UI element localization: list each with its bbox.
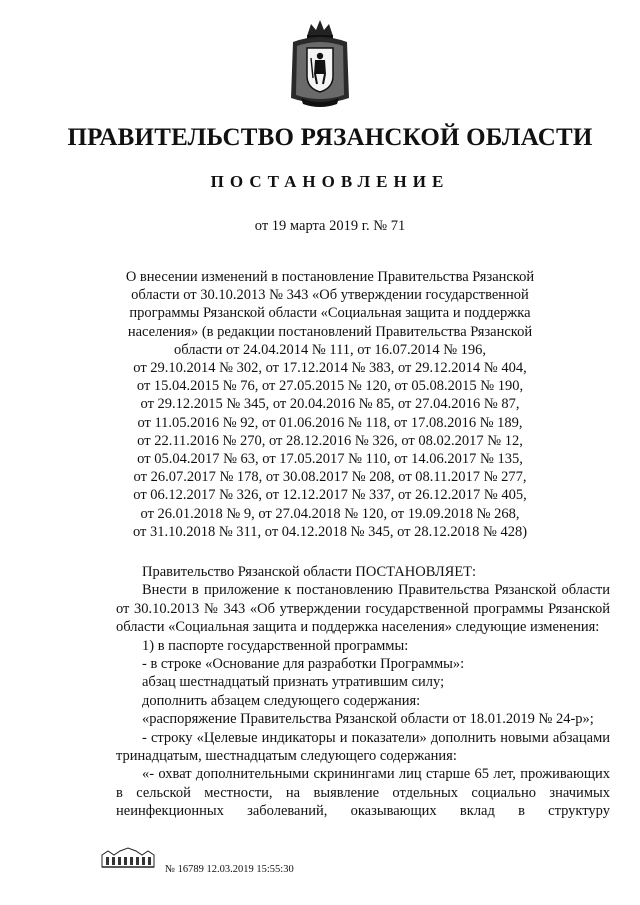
- government-title: ПРАВИТЕЛЬСТВО РЯЗАНСКОЙ ОБЛАСТИ: [67, 124, 593, 151]
- resolves-line: Правительство Рязанской области ПОСТАНОВЛЯЕТ:: [142, 564, 477, 580]
- document-subject: [100, 268, 560, 541]
- subject-line: от 26.01.2018 № 9, от 27.04.2018 № 120, от 19.09.2018 № 268,: [140, 505, 520, 522]
- line-add: дополнить абзацем следующего содержания:: [142, 692, 421, 709]
- item-1: 1) в паспорте государственной программы:: [142, 637, 409, 654]
- subject-line: от 05.04.2017 № 63, от 17.05.2017 № 110, от 14.06.2017 № 135,: [137, 451, 523, 468]
- subject-line: населения» (в редакции постановлений Правительства Рязанской: [127, 323, 533, 340]
- subject-line: области от 24.04.2014 № 111, от 16.07.2014 № 196,: [173, 341, 487, 358]
- subject-line: области от 30.10.2013 № 343 «Об утверждении государственной: [131, 287, 529, 304]
- line-coverage: «- охват дополнительными скринингами лиц старше 65 лет, проживающих в сельской местности, на выявление отдельных социально значимых неинфекционных заболеваний, оказывающих вклад в структуру: [116, 766, 610, 820]
- line-invalid: абзац шестнадцатый признать утратившим силу;: [142, 674, 445, 691]
- coat-of-arms-icon: [287, 18, 353, 110]
- subject-line: от 11.05.2016 № 92, от 01.06.2016 № 118, от 17.08.2016 № 189,: [137, 414, 523, 431]
- line-indicators: - строку «Целевые индикаторы и показатели» дополнить новыми абзацами тринадцатым, шестнадцатым следующего содержания:: [116, 729, 610, 765]
- subject-line: от 29.10.2014 № 302, от 17.12.2014 № 383, от 29.12.2014 № 404,: [133, 360, 527, 377]
- document-body: [116, 563, 610, 821]
- subject-line: О внесении изменений в постановление Правительства Рязанской: [125, 269, 535, 285]
- subject-line: от 22.11.2016 № 270, от 28.12.2016 № 326, от 08.02.2017 № 12,: [137, 432, 523, 449]
- subject-line: программы Рязанской области «Социальная защита и поддержка: [129, 305, 531, 322]
- document-date-number: от 19 марта 2019 г. № 71: [254, 218, 406, 234]
- subject-line: от 06.12.2017 № 326, от 12.12.2017 № 337, от 26.12.2017 № 405,: [133, 487, 527, 504]
- subject-line: от 26.07.2017 № 178, от 30.08.2017 № 208, от 08.11.2017 № 277,: [133, 469, 527, 486]
- subject-line: от 29.12.2015 № 345, от 20.04.2016 № 85, от 27.04.2016 № 87,: [140, 396, 520, 413]
- subject-line: от 31.10.2018 № 311, от 04.12.2018 № 345, от 28.12.2018 № 428): [132, 523, 528, 540]
- stamp-icon: [100, 847, 156, 869]
- line-order: «распоряжение Правительства Рязанской области от 18.01.2019 № 24-р»;: [142, 711, 594, 728]
- line-basis: - в строке «Основание для разработки Программы»:: [142, 656, 465, 673]
- document-type: ПОСТАНОВЛЕНИЕ: [210, 172, 450, 191]
- intro-paragraph: Внести в приложение к постановлению Правительства Рязанской области от 30.10.2013 № 343 «Об утверждении государственной программы Рязанской области «Социальная защита и поддержка населения» следующие изменения:: [116, 582, 610, 636]
- subject-line: от 15.04.2015 № 76, от 27.05.2015 № 120, от 05.08.2015 № 190,: [136, 378, 524, 395]
- registration-number: № 16789 12.03.2019 15:55:30: [165, 864, 294, 875]
